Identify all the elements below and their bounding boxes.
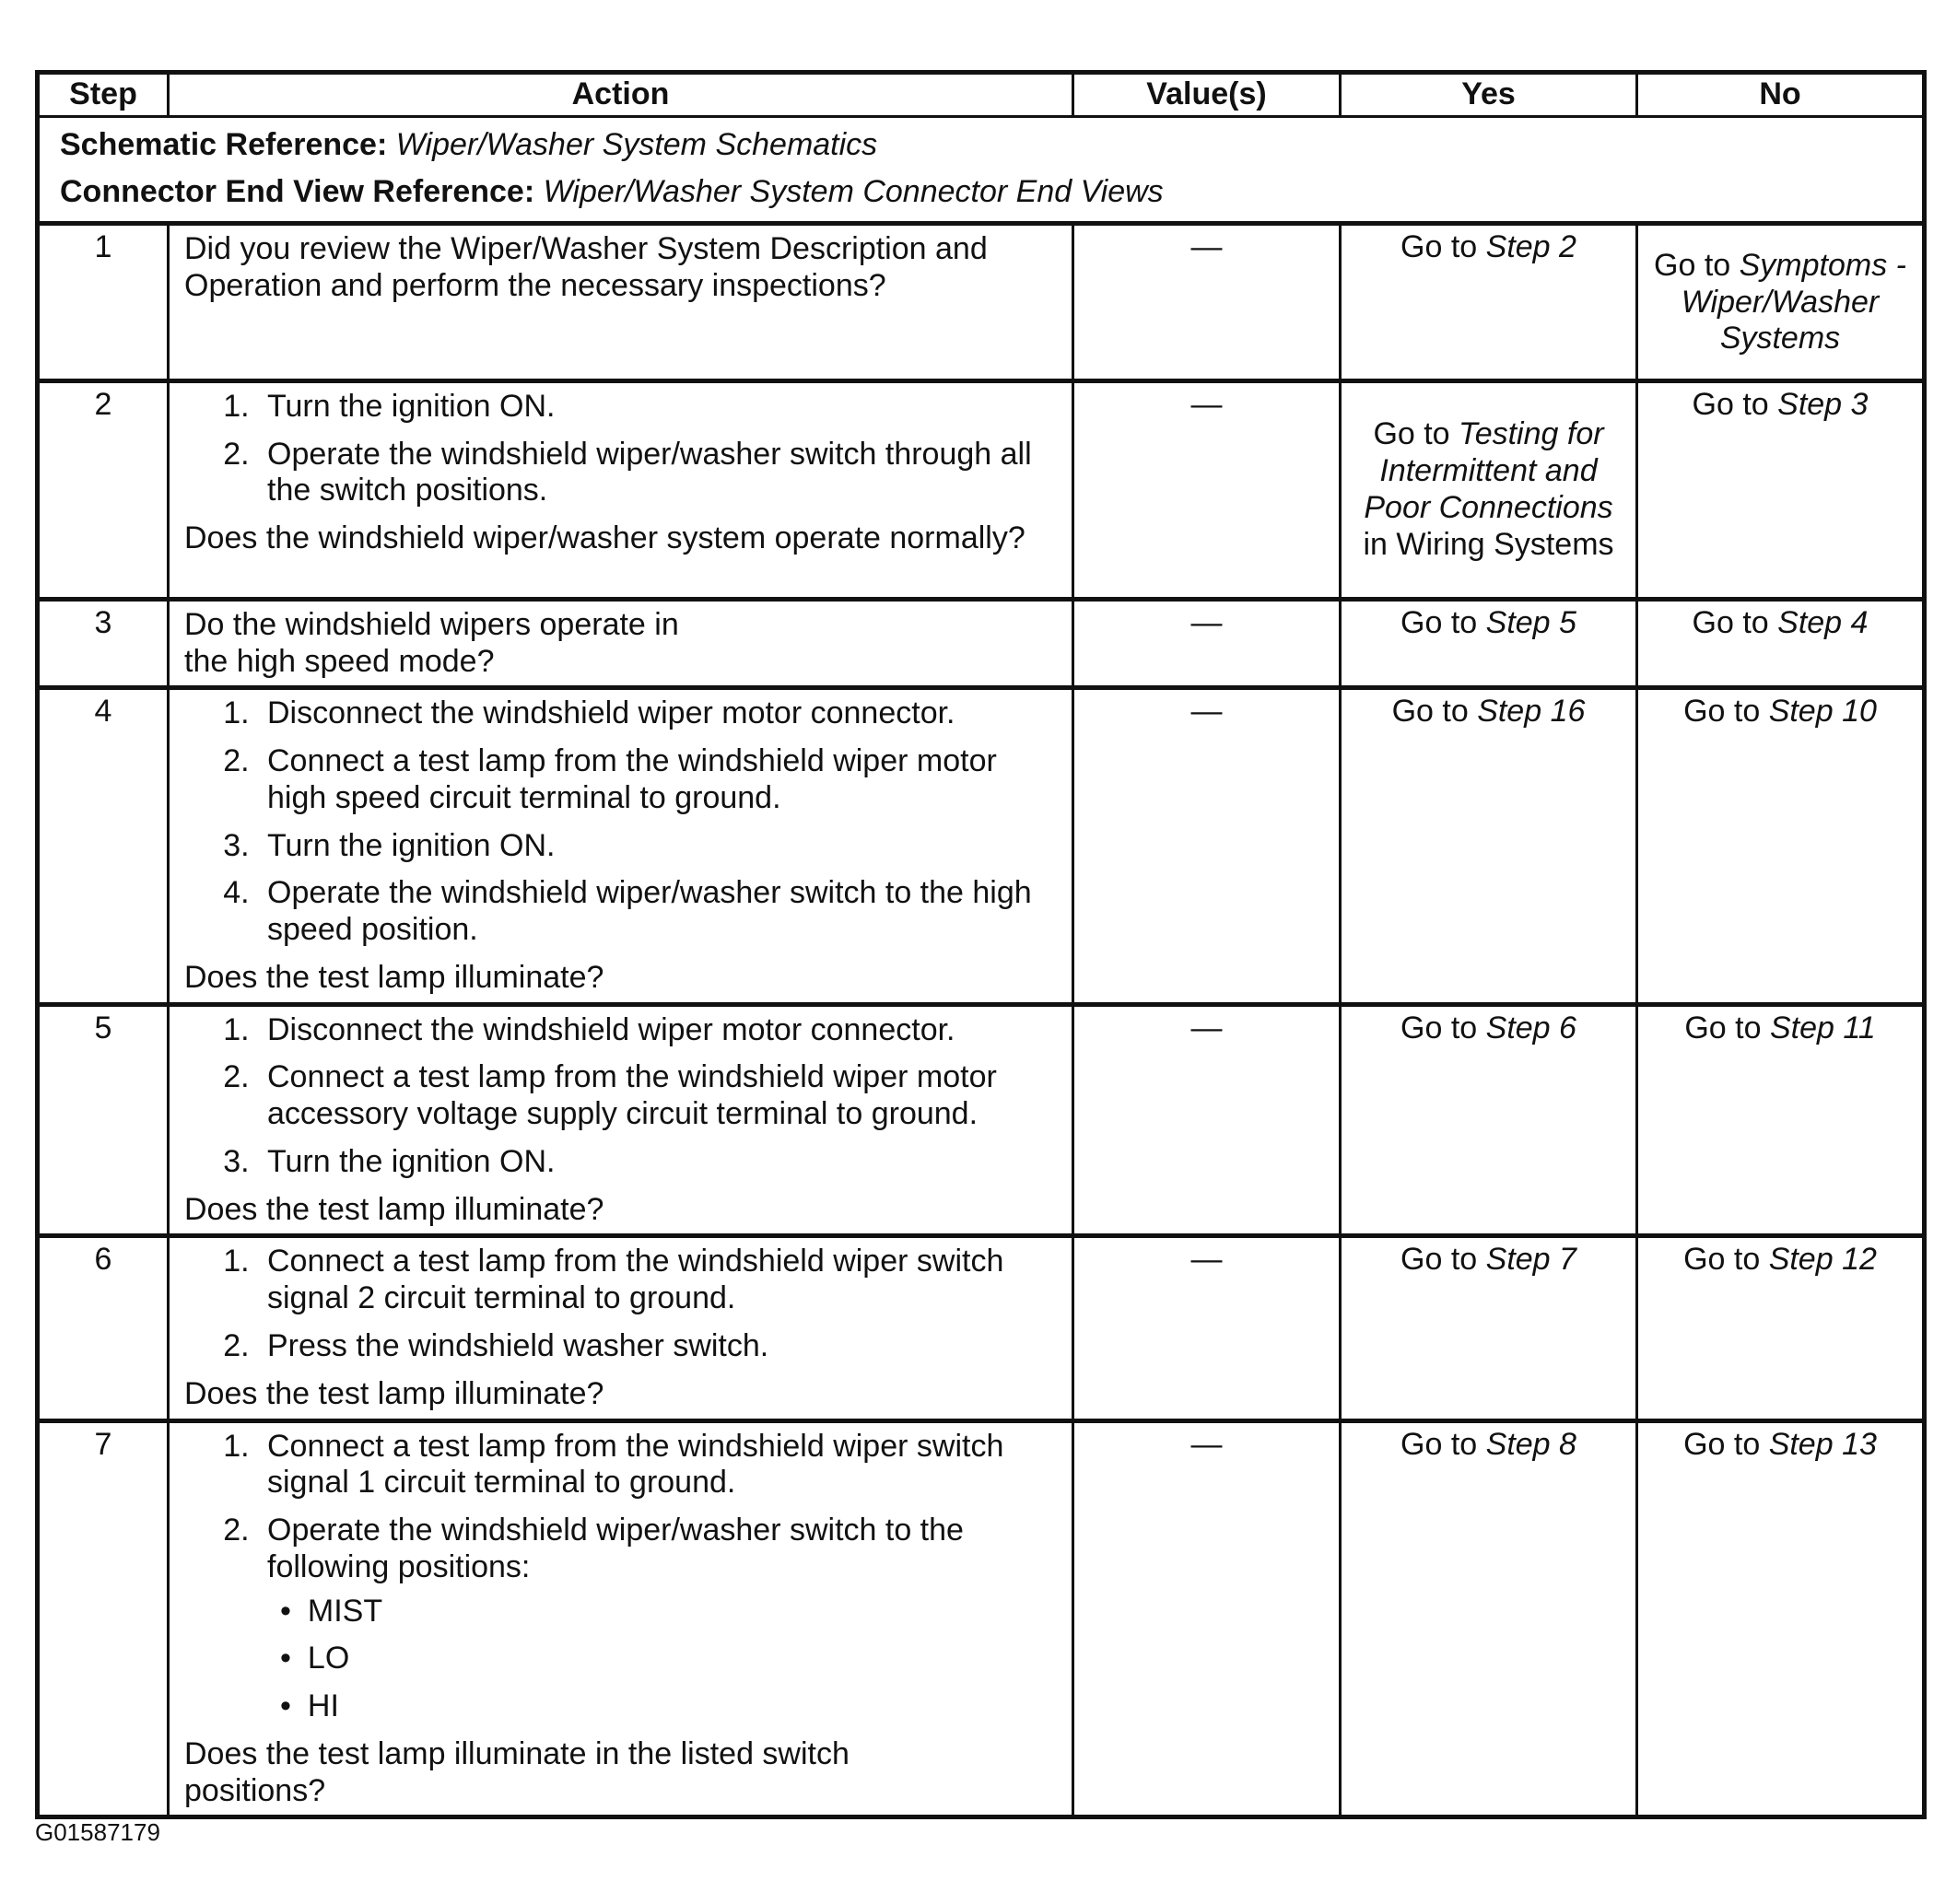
action-question: Does the windshield wiper/washer system operate normally? xyxy=(184,520,1025,556)
step-number: 1 xyxy=(38,223,169,380)
header-step: Step xyxy=(38,73,169,117)
action-cell xyxy=(169,599,1073,688)
no-cell xyxy=(1637,223,1925,380)
action-item: 2. Press the windshield washer switch. xyxy=(258,1328,1057,1365)
yes-prefix: Go to xyxy=(1400,228,1486,264)
step-number: 5 xyxy=(38,1004,169,1236)
table-row xyxy=(38,599,1925,688)
connector-reference-label: Connector End View Reference: xyxy=(60,173,535,209)
position-item: • LO xyxy=(280,1641,1057,1677)
action-cell xyxy=(169,688,1073,1004)
action-item: 4. Operate the windshield wiper/washer switch to the high speed position. xyxy=(258,875,1057,949)
diagnostic-table xyxy=(35,70,1927,1819)
connector-reference-link[interactable]: Wiper/Washer System Connector End Views xyxy=(543,173,1164,209)
action-cell xyxy=(169,1420,1073,1817)
action-cell xyxy=(169,1236,1073,1420)
table-row xyxy=(38,1004,1925,1236)
yes-cell xyxy=(1341,380,1637,599)
reference-row xyxy=(38,116,1925,223)
action-question: Do the windshield wipers operate in the high speed mode? xyxy=(184,606,679,679)
no-cell xyxy=(1637,1004,1925,1236)
schematic-reference-link[interactable]: Wiper/Washer System Schematics xyxy=(395,126,878,162)
yes-prefix: Go to xyxy=(1373,416,1459,452)
no-step-link[interactable]: Step 10 xyxy=(1768,694,1877,730)
action-question: Does the test lamp illuminate? xyxy=(184,1375,604,1411)
table-row xyxy=(38,223,1925,380)
action-list xyxy=(184,389,1057,509)
no-cell xyxy=(1637,688,1925,1004)
no-step-link[interactable]: Step 4 xyxy=(1777,604,1869,640)
position-item: • MIST xyxy=(280,1594,1057,1630)
yes-cell xyxy=(1341,1004,1637,1236)
no-cell xyxy=(1637,1420,1925,1817)
action-item: 1. Connect a test lamp from the windshield wiper switch signal 2 circuit terminal to ground. xyxy=(258,1244,1057,1317)
no-cell xyxy=(1637,1236,1925,1420)
step-number: 2 xyxy=(38,380,169,599)
yes-step-link[interactable]: Testing for Intermittent and Poor Connections xyxy=(1364,416,1613,525)
action-item: 2. Connect a test lamp from the windshield wiper motor high speed circuit terminal to ground. xyxy=(258,743,1057,817)
value-cell: — xyxy=(1073,380,1341,599)
table-row xyxy=(38,1236,1925,1420)
step-number: 3 xyxy=(38,599,169,688)
action-item: 1. Turn the ignition ON. xyxy=(258,389,1057,426)
no-cell xyxy=(1637,599,1925,688)
action-question: Does the test lamp illuminate in the listed switch positions? xyxy=(184,1735,850,1808)
position-item: • HI xyxy=(280,1688,1057,1725)
header-row xyxy=(38,73,1925,117)
action-item xyxy=(258,1513,1057,1725)
action-list xyxy=(184,695,1057,949)
no-prefix: Go to xyxy=(1692,604,1778,640)
action-item: 3. Turn the ignition ON. xyxy=(258,1144,1057,1181)
no-prefix: Go to xyxy=(1654,247,1740,283)
yes-prefix: Go to xyxy=(1400,1242,1486,1278)
no-cell xyxy=(1637,380,1925,599)
yes-step-link[interactable]: Step 5 xyxy=(1485,604,1576,640)
action-item: 3. Turn the ignition ON. xyxy=(258,828,1057,865)
schematic-reference-label: Schematic Reference: xyxy=(60,126,388,162)
yes-step-link[interactable]: Step 2 xyxy=(1485,228,1576,264)
value-cell: — xyxy=(1073,688,1341,1004)
yes-cell xyxy=(1341,599,1637,688)
no-step-link[interactable]: Step 11 xyxy=(1769,1010,1876,1045)
value-cell: — xyxy=(1073,1236,1341,1420)
reference-cell xyxy=(38,116,1925,223)
action-cell xyxy=(169,223,1073,380)
header-action: Action xyxy=(169,73,1073,117)
action-cell xyxy=(169,1004,1073,1236)
position-list xyxy=(267,1594,1057,1725)
action-cell xyxy=(169,380,1073,599)
value-cell: — xyxy=(1073,223,1341,380)
yes-step-link[interactable]: Step 8 xyxy=(1485,1426,1576,1462)
action-list xyxy=(184,1429,1057,1725)
yes-cell xyxy=(1341,688,1637,1004)
yes-prefix: Go to xyxy=(1400,1010,1486,1045)
figure-id: G01587179 xyxy=(35,1818,160,1846)
table-row xyxy=(38,688,1925,1004)
yes-prefix: Go to xyxy=(1391,694,1478,730)
yes-prefix: Go to xyxy=(1400,604,1486,640)
no-prefix: Go to xyxy=(1684,1010,1770,1045)
action-item: 1. Disconnect the windshield wiper motor connector. xyxy=(258,695,1057,732)
no-prefix: Go to xyxy=(1683,1426,1769,1462)
header-yes: Yes xyxy=(1341,73,1637,117)
table-row xyxy=(38,1420,1925,1817)
connector-reference xyxy=(60,169,1902,216)
yes-step-link[interactable]: Step 7 xyxy=(1485,1242,1576,1278)
action-item: 2. Operate the windshield wiper/washer switch through all the switch positions. xyxy=(258,437,1057,510)
header-values: Value(s) xyxy=(1073,73,1341,117)
action-item: 1. Connect a test lamp from the windshield wiper switch signal 1 circuit terminal to ground. xyxy=(258,1429,1057,1502)
action-item-text: Operate the windshield wiper/washer switch to the following positions: xyxy=(267,1513,964,1584)
no-prefix: Go to xyxy=(1683,1242,1769,1278)
action-item: 2. Connect a test lamp from the windshield wiper motor accessory voltage supply circuit terminal to ground. xyxy=(258,1059,1057,1133)
no-prefix: Go to xyxy=(1692,386,1778,422)
step-number: 7 xyxy=(38,1420,169,1817)
yes-cell xyxy=(1341,223,1637,380)
action-list xyxy=(184,1244,1057,1364)
step-number: 4 xyxy=(38,688,169,1004)
yes-cell xyxy=(1341,1236,1637,1420)
yes-step-link[interactable]: Step 16 xyxy=(1477,694,1586,730)
no-prefix: Go to xyxy=(1683,694,1769,730)
action-question: Does the test lamp illuminate? xyxy=(184,1191,604,1227)
diagnostic-table-sheet xyxy=(35,70,1922,1819)
no-step-link[interactable]: Step 12 xyxy=(1768,1242,1877,1278)
value-cell: — xyxy=(1073,599,1341,688)
table-row xyxy=(38,380,1925,599)
no-step-link[interactable]: Symptoms - Wiper/Washer Systems xyxy=(1681,247,1906,356)
action-list xyxy=(184,1012,1057,1181)
yes-prefix: Go to xyxy=(1400,1426,1486,1462)
header-no: No xyxy=(1637,73,1925,117)
action-question: Did you review the Wiper/Washer System Description and Operation and perform the necessary inspections? xyxy=(184,230,988,303)
yes-step-link[interactable]: Step 6 xyxy=(1485,1010,1576,1045)
no-step-link[interactable]: Step 3 xyxy=(1777,386,1869,422)
action-question: Does the test lamp illuminate? xyxy=(184,959,604,995)
yes-suffix: in Wiring Systems xyxy=(1363,526,1614,562)
value-cell: — xyxy=(1073,1004,1341,1236)
value-cell: — xyxy=(1073,1420,1341,1817)
schematic-reference xyxy=(60,122,1902,169)
action-item: 1. Disconnect the windshield wiper motor connector. xyxy=(258,1012,1057,1049)
no-step-link[interactable]: Step 13 xyxy=(1768,1426,1877,1462)
yes-cell xyxy=(1341,1420,1637,1817)
step-number: 6 xyxy=(38,1236,169,1420)
